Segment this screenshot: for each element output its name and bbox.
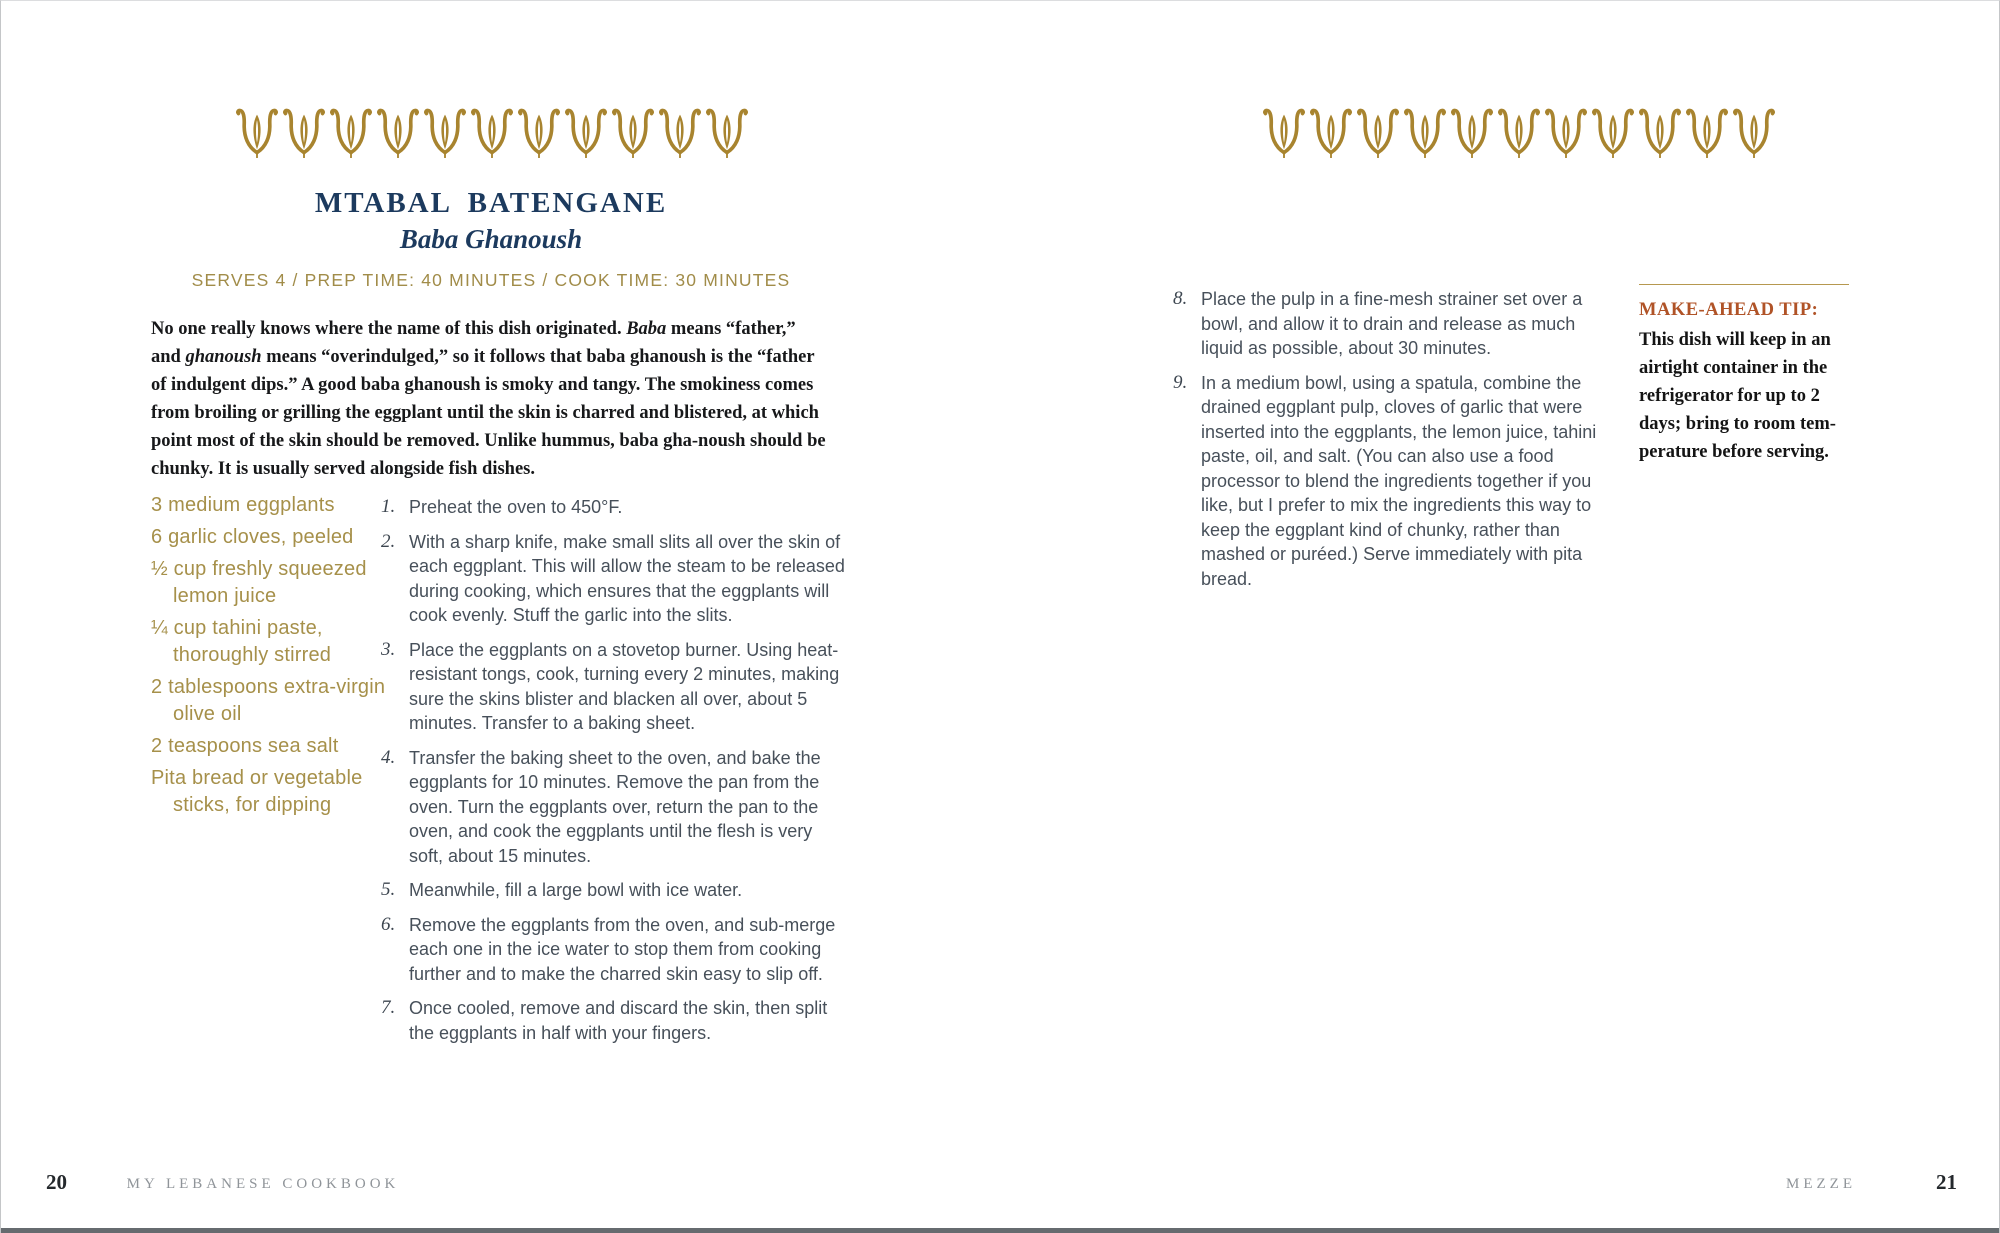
- ingredient-item: ¼ cup tahini paste, thoroughly stirred: [151, 617, 332, 666]
- step-text: In a medium bowl, using a spatula, combine the drained eggplant pulp, cloves of garlic that were inserted into the eggplants, the lemon juice, tahini paste, oil, and salt. (You can also use a food processor to blend the ingredients together if you like, but I prefer to mix the ingredients this way to keep the eggplant kind of chunky, rather than mashed or puréed.) Serve immediately with pita bread.: [1201, 372, 1597, 589]
- ingredients-list: [151, 492, 401, 824]
- tulip-icon: [1639, 104, 1681, 159]
- step-number: 3.: [381, 638, 396, 660]
- recipe-subtitle: Baba Ghanoush: [399, 224, 583, 254]
- tulip-icon: [659, 104, 701, 159]
- tulip-icon: [377, 104, 419, 159]
- step-number: 5.: [381, 879, 396, 900]
- tulip-ornament: [1263, 104, 1775, 162]
- instructions-left: [381, 495, 846, 1055]
- recipe-meta: SERVES 4 / PREP TIME: 40 MINUTES / COOK TIME: 30 MINUTES: [191, 270, 791, 290]
- tulip-icon: [424, 104, 466, 159]
- instruction-step: [381, 913, 846, 987]
- tulip-icon: [612, 104, 654, 159]
- instruction-step: [381, 530, 846, 628]
- tulip-icon: [236, 104, 278, 159]
- tulip-icon: [471, 104, 513, 159]
- step-number: 7.: [381, 997, 396, 1018]
- recipe-title: MTABAL BATENGANE: [314, 187, 668, 219]
- tip-body: This dish will keep in an airtight container in the refrigerator for up to 2 days; bring to room tem-perature before serving.: [1639, 330, 1836, 462]
- page-number-left: 20: [46, 1170, 67, 1194]
- instruction-step: [1173, 287, 1621, 361]
- page-number-right: 21: [1936, 1170, 1957, 1194]
- book-title: MY LEBANESE COOKBOOK: [126, 1176, 400, 1192]
- instruction-step: [381, 638, 846, 736]
- ingredient-item: Pita bread or vegetable sticks, for dipping: [151, 767, 363, 816]
- tulip-icon: [283, 104, 325, 159]
- step-number: 4.: [381, 746, 396, 768]
- ingredient-item: 6 garlic cloves, peeled: [151, 526, 354, 548]
- step-text: Remove the eggplants from the oven, and sub-merge each one in the ice water to stop them from cooking further and to make the charred skin easy to slip off.: [409, 914, 836, 984]
- section-title: MEZZE: [1786, 1176, 1856, 1192]
- tulip-icon: [1545, 104, 1587, 159]
- step-text: Preheat the oven to 450°F.: [409, 497, 623, 517]
- page-right: [1001, 1, 2000, 1233]
- tip-rule: [1639, 284, 1849, 285]
- tulip-ornament: [236, 104, 748, 162]
- step-number: 2.: [381, 530, 396, 552]
- tulip-icon: [518, 104, 560, 159]
- step-number: 1.: [381, 496, 396, 517]
- step-text: Once cooled, remove and discard the skin, then split the eggplants in half with your fingers.: [409, 998, 828, 1043]
- step-text: Place the pulp in a fine-mesh strainer set over a bowl, and allow it to drain and release as much liquid as possible, about 30 minutes.: [1201, 289, 1583, 358]
- recipe-intro: No one really knows where the name of this dish originated. Baba means “father,” and ghanoush means “overindulged,” so it follows that baba ghanoush is the “father of indulgent dips.” A good baba ghanoush is smoky and tangy. The smokiness comes from broiling or grilling the eggplant until the skin is charred and blistered, at which point most of the skin should be removed. Unlike hummus, baba gha-noush should be chunky. It is usually served alongside fish dishes.: [151, 319, 826, 479]
- step-number: 6.: [381, 913, 396, 935]
- step-text: Meanwhile, fill a large bowl with ice water.: [409, 880, 743, 900]
- tulip-icon: [1357, 104, 1399, 159]
- page-bottom-edge: [1, 1228, 1999, 1233]
- tulip-icon: [565, 104, 607, 159]
- make-ahead-tip: [1639, 284, 1864, 466]
- step-number: 9.: [1173, 371, 1188, 393]
- tulip-icon: [1263, 104, 1305, 159]
- instruction-step: [381, 878, 846, 903]
- tip-heading: MAKE-AHEAD TIP:: [1639, 300, 1819, 320]
- instruction-step: [381, 495, 846, 520]
- tulip-icon: [1310, 104, 1352, 159]
- tulip-icon: [1498, 104, 1540, 159]
- instruction-step: [1173, 371, 1621, 592]
- ingredient-item: 2 teaspoons sea salt: [151, 735, 339, 757]
- step-number: 8.: [1173, 288, 1188, 309]
- instruction-step: [381, 996, 846, 1045]
- step-text: Place the eggplants on a stovetop burner. Using heat-resistant tongs, cook, turning every 2 minutes, making sure the skins blister and blacken all over, about 5 minutes. Transfer to a baking sheet.: [409, 639, 840, 733]
- tulip-icon: [1733, 104, 1775, 159]
- tulip-icon: [330, 104, 372, 159]
- tulip-icon: [1592, 104, 1634, 159]
- step-text: With a sharp knife, make small slits all over the skin of each eggplant. This will allow the steam to be released during cooking, which ensures that the eggplants will cook evenly. Stuff the garlic into the slits.: [409, 531, 845, 625]
- tulip-icon: [1451, 104, 1493, 159]
- tulip-icon: [706, 104, 748, 159]
- ingredient-item: 3 medium eggplants: [151, 494, 335, 516]
- ingredient-item: 2 tablespoons extra-virgin olive oil: [151, 676, 386, 725]
- page-left: [1, 1, 1001, 1233]
- tulip-icon: [1686, 104, 1728, 159]
- tulip-icon: [1404, 104, 1446, 159]
- instructions-right: [1173, 287, 1621, 601]
- ingredient-item: ½ cup freshly squeezed lemon juice: [151, 558, 367, 607]
- step-text: Transfer the baking sheet to the oven, and bake the eggplants for 10 minutes. Remove the pan from the oven. Turn the eggplants over, return the pan to the oven, and cook the eggplants until the flesh is very soft, about 15 minutes.: [409, 747, 821, 866]
- instruction-step: [381, 746, 846, 869]
